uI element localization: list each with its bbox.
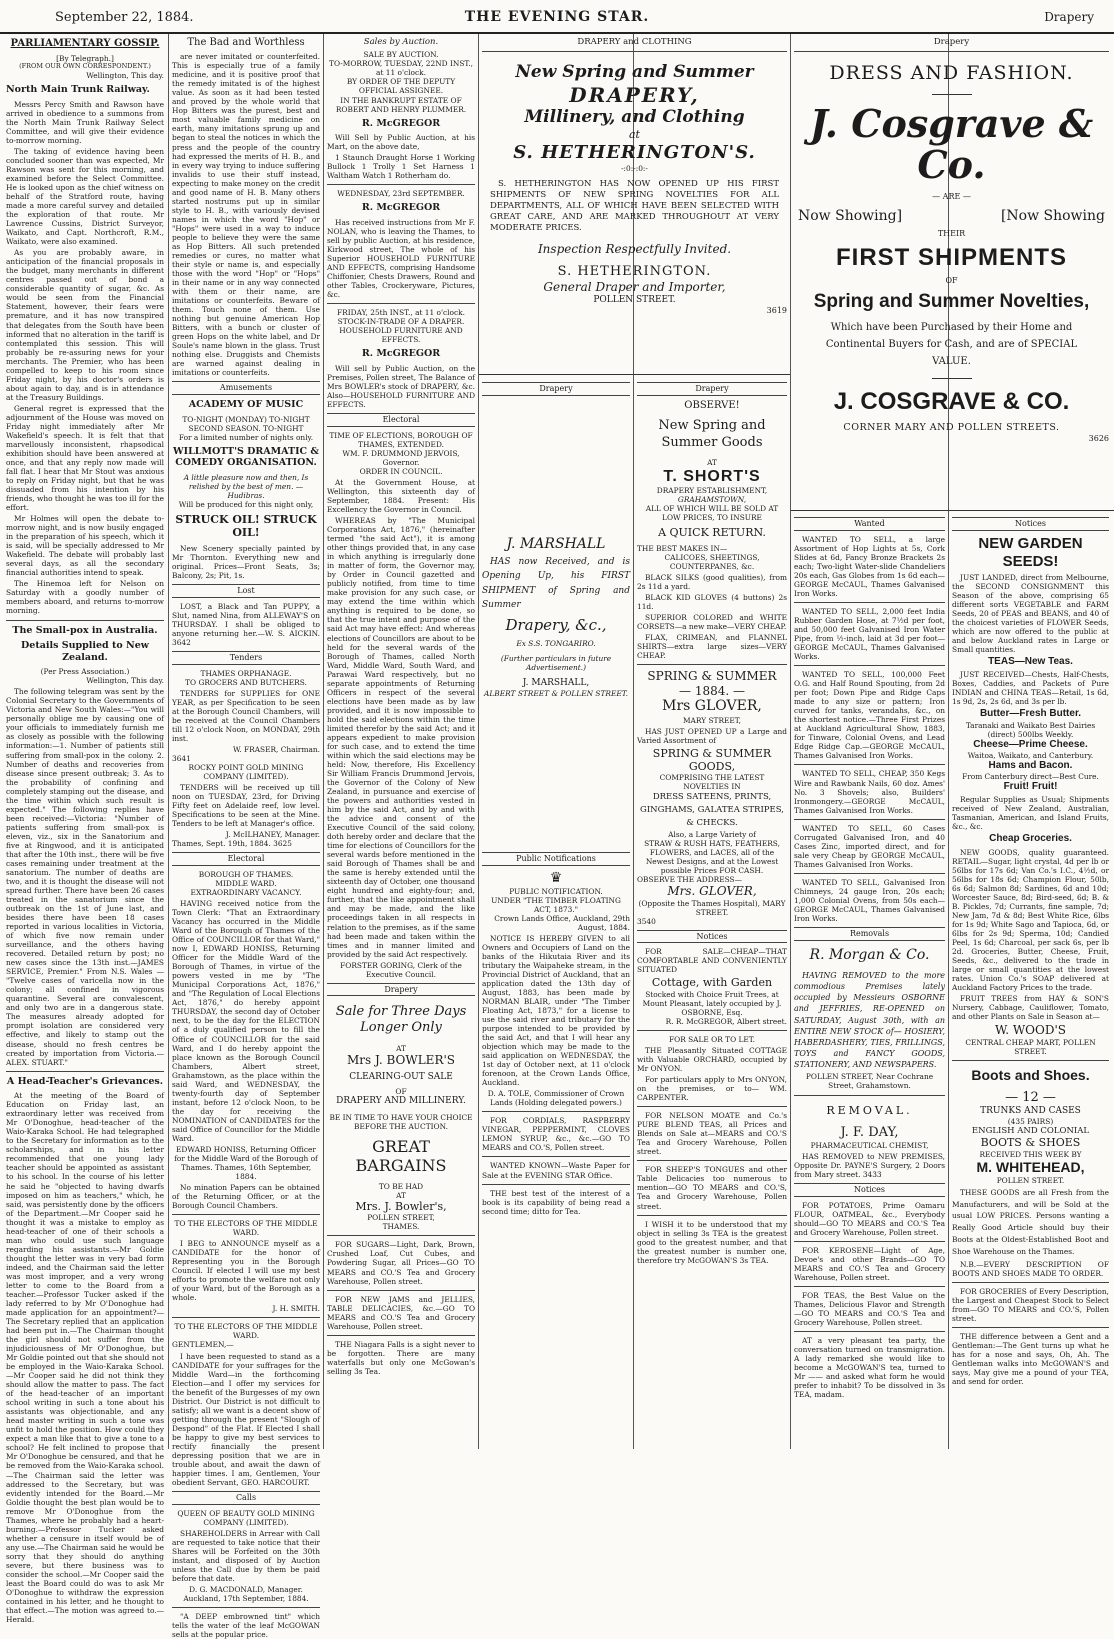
ad-line: DRAPERY AND MILLINERY. (336, 1095, 466, 1106)
paragraph: FLAX, CRIMEAN, and FLANNEL SHIRTS—extra large sizes—VERY CHEAP. (637, 633, 787, 661)
ad-line: MARY STREET, (682, 715, 741, 725)
auctioneer-name: R. McGREGOR (361, 117, 441, 129)
section-label: Drapery (933, 37, 970, 47)
paragraph: New Scenery specially painted by Mr Thornton. Everything new and original. Prices—Front Seats, 3s; Balcony, 2s; Pit, 1s. (172, 543, 320, 580)
ad-heading: SPRING & SUMMER GOODS, (652, 746, 772, 773)
ad-line: IN THE BANKRUPT ESTATE OF ROBERT AND HENRY PLUMMER. (335, 95, 467, 114)
section-label: Removals (794, 927, 945, 941)
ad-line: GRAHAMSTOWN, (677, 495, 747, 505)
ad-heading: Mrs GLOVER, (662, 698, 762, 715)
paragraph: SHAREHOLDERS in Arrear with Call are requested to take notice that their Shares will be Forfeited on the 30th instant, and disposed of by Auction unless the Call due by them be paid before that date. (172, 1528, 320, 1583)
ad-line: General Draper and Importer, (543, 280, 726, 295)
ad-heading: W. WOOD'S (994, 1023, 1066, 1038)
ad-heading: Hams and Bacon. (988, 759, 1073, 771)
ad-heading: PUBLIC NOTIFICATION. (509, 886, 603, 896)
column-drapery-short-glover (637, 378, 787, 1448)
column-notices-wood-whitehead (952, 513, 1109, 1448)
ad-heading: WILLMOTT'S DRAMATIC & COMEDY ORGANISATION. (173, 445, 319, 469)
ad-heading: Cottage, with Garden (651, 976, 773, 990)
paragraph: "A DEEP embrowned tint" which tells the water of the leaf McGOWAN sells at the popular price. (172, 1612, 320, 1639)
paragraph: FRUIT TREES from HAY & SON'S Nursery, Cabbage, Cauliflower, Tomato, and other Plants on Sale in Season at— (952, 994, 1109, 1022)
ad-heading: REMOVAL. (826, 1103, 913, 1117)
ad-heading: SALE BY AUCTION. (363, 50, 439, 60)
ad-heading: STOCK-IN-TRADE OF A DRAPER. (337, 317, 465, 327)
paragraph: FOR SUGARS—Light, Dark, Brown, Crushed Loaf, Cut Cubes, and Powdering Sugar, all Prices—GO TO MEARS and CO.'S Tea and Grocery Warehouse, Pollen street. (327, 1240, 475, 1286)
paragraph: WANTED TO SELL, CHEAP, 350 Kegs Wire and Rawbank Nails, 60 doz. Ames' No. 3 Shovels; also, Builders' Ironmongery.—GEORGE McCAUL, Thames Galvanised Iron Works. (794, 769, 945, 815)
ad-line: THAMES. (382, 1222, 420, 1232)
signature: D. A. TOLE, Commissioner of Crown Lands (Holding delegated powers.) (487, 1089, 625, 1108)
paragraph: Will sell by Public Auction, on the Premises, Pollen street, The Balance of Mrs BOWLER's stock of DRAPERY, &c. Also—HOUSEHOLD FURNITURE AND EFFECTS. (327, 363, 475, 410)
auctioneer-name: R. McGREGOR (361, 202, 441, 214)
paragraph: WANTED TO SELL, 2,000 feet India Rubber Garden Hose, at 7½d per foot, and 50,000 feet Galvanised Iron Water Pipe, from ½-inch, laid at 3d per foot—GEORGE McCAUL, Thames Galvanised Works. (794, 606, 945, 662)
ad-number: 3619 (766, 305, 787, 315)
ad-heading: DRAPERY, (569, 83, 700, 108)
paragraph: I WISH it to be understood that my object in selling 3s TEA is the greatest good to the greatest number, and that the greatest number is number one, therefore try McGOWAN'S 3s TEA. (637, 1219, 787, 1265)
ad-line: CENTRAL CHEAP MART, POLLEN STREET. (965, 1037, 1096, 1056)
ad-heading: J. COSGRAVE & CO. (833, 387, 1070, 415)
paragraph: THE Pleasantly Situated COTTAGE with Valuable ORCHARD, occupied by Mr ONYON. (637, 1046, 787, 1074)
paragraph: FOR POTATOES, Prime Oamaru FLOUR, OATMEAL, &c., Everybody should—GO TO MEARS and CO.'S Tea and Grocery Warehouse, Pollen street. (794, 1200, 945, 1237)
ad-line: ALBERT STREET & POLLEN STREET. (484, 688, 628, 698)
ad-line: — ARE — (932, 192, 971, 202)
paragraph: FOR TEAS, the Best Value on the Thames, Delicious Flavor and Strength—GO TO MEARS and CO.'S Tea and Grocery Warehouse, Pollen street. (794, 1290, 945, 1327)
ad-heading: TIME OF ELECTIONS, BOROUGH OF THAMES, EXTENDED. (329, 430, 473, 449)
ad-line: TO GROCERS AND BUTCHERS. (185, 677, 307, 687)
section-label: DRAPERY and CLOTHING (577, 37, 692, 47)
paragraph: BLACK SILKS (good qualities), from 2s 11d a yard. (637, 572, 787, 591)
paragraph: are never imitated or counterfeited. This is especially true of a family medicine, and it is positive proof that the remedy imitated is of the highest value. As soon as it had been tested and proved by the whole world that Hop Bitters was the purest, best and most valuable family medicine on earth, many imitations sprung up and began to steal the notices in which the press and the people of the country had expressed the merits of H. B., and in every way trying to induce suffering invalids to use their stuff instead, expecting to make money on the credit and good name of H. B. Many others started nostrums put up in similar style to H. B., with variously devised names in which the word "Hop" or "Hops" were used in a way to induce people to believe they were the same as Hop Bitters. All such pretended remedies or cures, no matter what their style or name is, and especially those with the word "Hop" or "Hops" in their name or in any way connected with them or their name, are imitations or counterfeits. Beware of them. Touch none of them. Use nothing but genuine American Hop Bitters, with a bunch or cluster of green Hops on the white label, and Dr Soule's name blown in the glass. Trust nothing else. Druggists and Chemists are warned against dealing in imitations or counterfeits. (172, 52, 320, 378)
ad-line: THEIR (937, 228, 966, 238)
paragraph: HAS now Received, and is Opening Up, his FIRST SHIPMENT of Spring and Summer (482, 556, 630, 610)
paragraph: JUST RECEIVED—Chests, Half-Chests, Boxes, Caddies, and Packets of Pure INDIAN and CHINA TEAS—Retail, 1s 6d, 1s 9d, 2s, 2s 6d, and 3s per lb. (952, 670, 1109, 707)
ad-line: FRIDAY, 25th INST., at 11 o'clock. (337, 308, 465, 318)
ad-heading: Mrs. GLOVER, (667, 883, 757, 898)
ad-line: CALICOES, SHEETINGS, COUNTERPANES, &c. (664, 552, 760, 571)
paragraph: At the Government House, at Wellington, this sixteenth day of September, 1884. Present: His Excellency the Governor in Council. (327, 477, 475, 515)
ad-line: WM. F. DRUMMOND JERVOIS, Governor. (342, 448, 460, 467)
section-label: Amusements (172, 381, 320, 395)
paragraph: WANTED KNOWN—Waste Paper for Sale at the EVENING STAR Office. (482, 1161, 630, 1180)
ad-line: RECEIVED THIS WEEK BY (979, 1149, 1082, 1159)
ad-line: OF (395, 1086, 407, 1096)
ad-heading: Drapery, &c., (505, 616, 607, 635)
ad-number: 3626 (1088, 433, 1109, 443)
ad-line: From Canterbury direct—Best Cure. (962, 772, 1099, 781)
section-label: Electoral (172, 852, 320, 866)
ad-heading: Millinery, and Clothing (524, 107, 745, 128)
ad-line: POLLEN STREET. (593, 294, 676, 305)
cosgrave-advert (794, 34, 1109, 509)
ad-line: CORNER MARY AND POLLEN STREETS. (843, 422, 1060, 434)
article-heading: PARLIAMENTARY GOSSIP. (10, 38, 160, 49)
subheading: North Main Trunk Railway. (6, 84, 150, 96)
ad-line: J. MARSHALL, (522, 677, 590, 688)
ad-line: DRAPERY ESTABLISHMENT, (656, 486, 768, 496)
paragraph: THE difference between a Gent and a Gentleman:—The Gent turns up what he has for a nose and says, Oh, Ah. The Gentleman walks into McGOWAN'S and says, May give me a pound of your TEA, and send for order. (952, 1331, 1109, 1387)
ad-line: BY ORDER OF THE DEPUTY OFFICIAL ASSIGNEE. (346, 77, 456, 96)
ad-heading: SPRING & SUMMER (647, 669, 777, 684)
byline: (FROM OUR OWN CORRESPONDENT.) (19, 62, 151, 71)
ad-heading: New Spring and Summer (515, 62, 754, 83)
paragraph: AT a very pleasant tea party, the conversation turned on transmigration. A lady remarked she would like to become a McGOWAN'S tea, turned to Mr —— and asked what form he would prefer to inhabit? To be dissolved in 3s TEA, madam. (794, 1336, 945, 1400)
ad-line: Waitoa, Waikato, and Canterbury. (967, 750, 1094, 760)
ad-heading: Sale for Three Days Longer Only (335, 1004, 467, 1036)
ad-heading: ACADEMY OF MUSIC (188, 399, 304, 411)
ad-line: MIDDLE WARD. (215, 878, 277, 888)
ad-heading: BOROUGH OF THAMES. (198, 869, 294, 879)
ad-heading: — 12 — (1005, 1089, 1056, 1105)
ad-heading: TO THE ELECTORS OF THE MIDDLE WARD. (174, 1219, 318, 1238)
ad-heading: The Bad and Worthless (187, 37, 305, 48)
dateline: Wellington, This day. (86, 71, 164, 81)
newspaper-title: THE EVENING STAR. (464, 9, 650, 25)
ad-line: Stocked with Choice Fruit Trees, at Mount Pleasant, lately occupied by J. OSBORNE, Esq. (642, 989, 782, 1017)
ad-line: TO-NIGHT (MONDAY) TO-NIGHT SECOND SEASON. TO-NIGHT (182, 414, 310, 433)
ad-heading: STRUCK OIL! STRUCK OIL! (175, 513, 317, 540)
ad-line: AT (396, 1044, 406, 1054)
paragraph: JUST LANDED, direct from Melbourne, the SECOND CONSIGNMENT this Season of the above, comprising 65 different sorts VEGETABLE and FARM Seeds, 20 of PEAS and BEANS, and 40 of the choicest varieties of FLOWER Seeds, which are now offered to the public at and below Auckland rates in Large or Small quantities. (952, 572, 1109, 654)
paragraph: The Hinemoa left for Nelson on Saturday with a goodly number of members aboard, and returns to-morrow morning. (6, 579, 164, 616)
dateline: Wellington, This day. (86, 676, 164, 686)
ad-heading: OBSERVE! (684, 399, 740, 411)
ad-heading: Mrs J. BOWLER'S (347, 1053, 455, 1068)
subheading: The Small-pox in Australia. (12, 624, 158, 636)
paragraph: 1 Staunch Draught Horse 1 Working Bullock 1 Trolly 1 Set Harness 1 Waltham Watch 1 Rotherham do. (327, 153, 475, 181)
ad-heading: WEDNESDAY, 23rd SEPTEMBER. (337, 189, 465, 199)
signature: R. R. McGREGOR, Albert street. (665, 1016, 787, 1026)
section-label: Sales by Auction. (363, 37, 439, 47)
paragraph: NOTICE IS HEREBY GIVEN to all Owners and Occupiers of Land on the banks of the Hikutaia River and its tributary the Waipaheke stream, in the Provincial District of Auckland, that an application dated the 13th day of August, 1883, has been made by NORMAN BLAIR, under "The Timber Floating Act, 1873," for a license to use the said river and tributary for the purpose intended to be provided by the said Act, and that I will hear any objection which may be made to the said application on WEDNESDAY, the 1st day of October next, at 11 o'clock forenoon, at the Crown Lands Office, Auckland. (482, 933, 630, 1088)
ad-line: BE IN TIME TO HAVE YOUR CHOICE BEFORE THE AUCTION. (329, 1112, 473, 1131)
column-wanted-removals (794, 513, 945, 1448)
section-label: Electoral (327, 413, 475, 427)
paragraph: Will Sell by Public Auction, at his Mart, on the above date, (327, 133, 475, 152)
ad-line: POLLEN STREET, Near Cochrane Street, Grahamstown. (805, 1072, 934, 1091)
signature: EDWARD HONISS, Returning Officer for the Middle Ward of the Borough of Thames. Thames, 16th September, 1884. (174, 1144, 318, 1181)
paragraph: HAS REMOVED to NEW PREMISES, Opposite Dr. PAYNE'S Surgery, 2 Doors from Mary street. 3433 (794, 1151, 945, 1179)
byline: [By Telegraph.] (56, 54, 114, 64)
ad-heading: M. WHITEHEAD, (976, 1158, 1085, 1175)
signature: D. G. MACDONALD, Manager. Auckland, 17th September, 1884. (183, 1584, 309, 1604)
ad-line: OF (945, 275, 958, 285)
ad-line: EXTRAORDINARY VACANCY. (190, 888, 302, 898)
section-label: Public Notifications (482, 852, 630, 866)
ad-line: ENGLISH AND COLONIAL (971, 1125, 1090, 1136)
paragraph: S. HETHERINGTON HAS NOW OPENED UP HIS FIRST SHIPMENTS OF NEW SPRING NOVELTIES FOR ALL DEPARTMENTS, ALL OF WHICH HAVE BEEN SELECTED WITH GREAT CARE, AND ARE MARKED THROUGHOUT AT VERY MODERATE PRICES. (490, 178, 779, 233)
ad-heading: S. HETHERINGTON'S. (513, 141, 756, 163)
ad-line: HOUSEHOLD FURNITURE AND EFFECTS. (339, 326, 463, 345)
ad-heading: J. MARSHALL (506, 535, 606, 552)
masthead (0, 0, 1114, 34)
ad-heading: QUEEN OF BEAUTY GOLD MINING COMPANY (LIMITED). (177, 1508, 315, 1527)
ad-heading: T. SHORT'S (663, 467, 761, 485)
ad-line: AT (707, 457, 717, 467)
signature: J. H. SMITH. (272, 1304, 320, 1314)
ad-line: THE BEST MAKES IN— (637, 543, 728, 553)
ad-heading: Boots and Shoes. (971, 1066, 1090, 1083)
auctioneer-name: R. McGREGOR (361, 348, 441, 360)
ad-line: POLLEN STREET, (367, 1213, 435, 1223)
ad-heading: FIRST SHIPMENTS (835, 243, 1067, 271)
ad-heading: FOR SALE OR TO LET. (669, 1035, 755, 1044)
ad-heading: TO THE ELECTORS OF THE MIDDLE WARD. (174, 1322, 318, 1341)
ad-line: [Now Showing (1000, 207, 1105, 224)
paragraph: WHEREAS by "The Municipal Corporations Act, 1876," (hereinafter termed "the said Act"), it is among other things provided that, in any case in which anything is irregularly done in matter of form, the Governor may, by Order in Council gazetted and publicly notified, from time to time make provision for any such case, or may extend the time within which anything is required to be done, so that the true intent and purpose of the said Act may have effect: And whereas elections of Councillors are about to be held for the several wards of the Borough of Thames, called North Ward, Middle Ward, South Ward, and Parawai Ward respectively, but no separate appointments of Returning Officers in respect of the several elections have been made as by law provided, and it is now impossible to hold the said elections within the time limited therefor by the said Act; and it appears expedient to make provision for such case, and to extend the time within which the said elections may be held: Now, therefore, His Excellency Sir William Francis Drummond Jervois, the Governor of the Colony of New Zealand, in pursuance and exercise of the powers and authorities vested in him by the said Act, and by and with the advice and consent of the Executive Council of the said colony, doth hereby order and declare that the time for elections of Councillors for the several wards before mentioned in the said Borough of Thames shall be and the same is hereby extended until the sixteenth day of October, one thousand eight hundred and eighty-four; and, further, that the like appointment shall and may be made, and the like proceedings taken in all respects in relation to the premises, as if the same had been made and taken within the times and in manner limited and provided by the said Act respectively. (327, 516, 475, 959)
subheading: A Head-Teacher's Grievances. (6, 1075, 164, 1087)
section-label: Calls (172, 1491, 320, 1505)
subheading: Details Supplied to New Zealand. (21, 640, 149, 663)
paragraph: THESE GOODS are all Fresh from the Manufacturers, and will be Sold at the usual LOW PRICES. Persons wanting a Really Good Article should buy their Boots at the Oldest-Established Boot and Shoe Warehouse on the Thames. (952, 1187, 1109, 1256)
ad-heading: R. Morgan & Co. (809, 946, 930, 963)
ad-heading: Butter—Fresh Butter. (979, 708, 1082, 720)
ad-line: GENTLEMEN,— (172, 1340, 234, 1350)
signature: J. McILHANEY, Manager. (225, 830, 320, 840)
crest-icon: ♛ (549, 869, 563, 886)
ad-heading: Spring and Summer Novelties, (813, 290, 1090, 312)
ad-line: Will be produced for this night only, (178, 499, 314, 509)
ad-line: TO-MORROW, TUESDAY, 22ND INST., at 11 o'clock. (329, 59, 473, 78)
column-rule (478, 34, 479, 1449)
paragraph: HAS JUST OPENED UP a Large and Varied Assortment of (637, 726, 787, 745)
paragraph: THE Niagara Falls is a sight never to be forgotten. There are many waterfalls but only one McGowan's selling 3s Tea. (327, 1339, 475, 1376)
paragraph: WANTED TO SELL, 60 Cases Corrugated Galvanised Iron, and 40 Cases Zinc, imported direct, and for sale very Cheap by GEORGE McCAUL, Thames Galvanised Iron Works. (794, 823, 945, 869)
byline: (Per Press Association.) (40, 667, 130, 677)
paragraph: FOR SALE—CHEAP—THAT COMFORTABLE AND CONVENIENTLY SITUATED (637, 947, 787, 975)
paragraph: FOR SHEEP'S TONGUES and other Table Delicacies too numerous to mention—GO TO MEARS and CO.'S, Tea and Grocery Warehouse, Pollen street. (637, 1165, 787, 1211)
ad-line: Taranaki and Waikato Best Dairies (direct) 500lbs Weekly. (965, 720, 1096, 739)
ad-line: COMPRISING THE LATEST NOVELTIES IN (659, 773, 765, 792)
paragraph: Mr Holmes will open the debate to-morrow night, and is now busily engaged in the preparation of his speech, which it is said, will be specially addressed to Mr Wakefield. The debate will probably last several days, as all the secondary financial authorities intend to speak. (6, 514, 164, 578)
paragraph: FOR CORDIALS, RASPBERRY VINEGAR, PEPPERMINT, CLOVES LEMON SYRUP, &c., &c.—GO TO MEARS and CO.'S, Pollen street. (482, 1116, 630, 1153)
ad-line: Ex S.S. TONGARIRO. (516, 638, 596, 648)
paragraph: WANTED TO SELL, 100,000 Feet O.G. and Half Round Spouting, from 2d per foot; Down Pipe and Ridge Caps made to any size or pattern; Iron curved for tanks, verandahs, &c., on the shortest notice.—Three First Prizes at Auckland Agricultural Show, 1883, for Tinware, Colonial Ovens, and Lead Edge Ridge Cap.—GEORGE McCAUL, Thames Galvanised Iron Works. (794, 670, 945, 761)
paragraph: The taking of evidence having been concluded sooner than was expected, Mr Rawson was sent for this morning, and examined before the Select Committee. He is looked upon as the chief witness on behalf of the Stratford route, having made a more careful survey and detailed the exploration of that route. Mr Lawrence Cussins, District Surveyor, Waikato, and Capt. Northcroft, R.M., Waikato, were also examined. (6, 146, 164, 247)
ad-line: at (629, 128, 640, 142)
column-parliamentary-news (6, 34, 164, 1624)
section-label: Wanted (794, 517, 945, 531)
column-auctions (327, 34, 475, 1449)
paragraph: Which have been Purchased by their Home and Continental Buyers for Cash, and are of SPECIAL VALUE. (825, 321, 1078, 367)
ad-heading: J. F. DAY, (840, 1124, 899, 1140)
ad-heading: ROCKY POINT GOLD MINING COMPANY (LIMITED). (188, 762, 304, 781)
ad-number: 3641 (172, 753, 191, 763)
paragraph: HAVING REMOVED to the more commodious Premises lately occupied by Messieurs OSBORNE and JEFFRIES, RE-OPENED on SATURDAY, August 30th, with an ENTIRE NEW STOCK of— HOSIERY, HABERDASHERY, TIES, FRILLINGS, TOYS and FANCY GOODS, STATIONERY, AND NEWSPAPERS. (794, 970, 945, 1070)
paragraph: WANTED TO SELL, a large Assortment of Hop Lights at 5s, Cork Slides at 6d, Fancy Bronze Brackets 2s each; Two-light Water-slide Chandeliers 20s each, Gas Globes from 1s 6d each—GEORGE McCAUL, Thames Galvanised Iron Works. (794, 534, 945, 598)
paragraph: FOR NEW JAMS and JELLIES, TABLE DELICACIES, &c.—GO TO MEARS and CO.'S Tea and Grocery Warehouse, Pollen street. (327, 1294, 475, 1331)
ad-line: POLLEN STREET. (996, 1175, 1065, 1185)
paragraph: I BEG to ANNOUNCE myself as a CANDIDATE for the honor of Representing you in the Borough Council. If elected I will use my best efforts to promote the welfare not only of your Ward, but of the Borough as a whole. (172, 1239, 320, 1303)
ad-number: 3540 (637, 916, 656, 926)
column-rule (323, 34, 324, 1449)
ad-line: PHARMACEUTICAL CHEMIST, (810, 1140, 929, 1150)
paragraph: TENDERS for SUPPLIES for ONE YEAR, as per Specification to be seen at the Borough Council Chambers, will be received at the Council Chambers till 12 o'clock Noon, on MONDAY, 29th inst. (172, 688, 320, 743)
ad-heading: Fruit! Fruit! (1003, 781, 1058, 793)
ad-heading: Cheap Groceries. (989, 833, 1072, 845)
paragraph: THE best test of the interest of a book is its capability of being read a second time; ditto for Tea. (482, 1188, 630, 1216)
paragraph: BLACK KID GLOVES (4 buttons) 2s 11d. (637, 592, 787, 611)
ad-heading: NEW GARDEN SEEDS! (978, 534, 1083, 570)
paragraph: TENDERS will be received up till noon on TUESDAY, 23rd, for Driving Fifty feet on Adelaide reef, low level. Specifications to be seen at the Mine. Tenders to be left at Manager's office. (172, 782, 320, 829)
ad-heading: GREAT BARGAINS (355, 1136, 447, 1176)
ad-heading: A QUICK RETURN. (658, 526, 766, 540)
paragraph: SUPERIOR COLORED and WHITE CORSETS—a new make—VERY CHEAP. (637, 613, 787, 632)
paragraph: For particulars apply to Mrs ONYON, on the premises, or to— WM. CARPENTER. (637, 1075, 787, 1103)
ad-line: TRUNKS AND CASES (980, 1105, 1081, 1116)
ad-heading: TEAS—New Teas. (988, 656, 1073, 668)
ad-heading: Cheese—Prime Cheese. (973, 738, 1088, 750)
ad-line: CLEARING-OUT SALE (349, 1071, 453, 1082)
paragraph: As you are probably aware, in anticipation of the financial proposals in the budget, many merchants in different centres passed out of bond a considerable quantity of sugar, &c. As would be seen from the Financial Statement, however, their fears were premature, and it has now transpired that delegates from the South have been informed that no alteration in the tariff is contemplated this session. This will probably be re-assuring news for your merchants. The Premier, who has been compelled to keep to his room since Friday night, by his doctor's orders is about again to day, and is in attendance at the Treasury Buildings. (6, 248, 164, 402)
paragraph: NEW GOODS, quality guaranteed. RETAIL—Sugar, light crystal, 4d per lb or 56lbs for 17s 6d; Van Co.'s I.C., 4½d, or 56lbs for 18s 6d; Champion Flour, 50lb, 6s 6d; Salmon 8d; Sardines, 6d and 10d; Worcester Sauce, 8d; Bird-seed, 6d; B. & B. Pickles, 7d; Currants, fine sample, 7d; New Jam, 7d & 8d; Best White Rice, 6lbs for 1s 9d; White Sago and Tapioca, 6d, or 6lbs for 2s 9d; Sperma, 10d; Candied Peel, 1s 6d; Charcoal, per sack 6s, per lb 2d. Groceries, Butter, Cheese, Fruit, Seeds, &c., delivered to the trade in large or small quantities at the lowest rates. Union Co.'s SOAP delivered at Auckland Factory Prices to the trade. (952, 847, 1109, 992)
paragraph: Has received instructions from Mr F. NOLAN, who is leaving the Thames, to sell by public Auction, at his residence, Kirkwood street, The whole of his Superior HOUSEHOLD FURNITURE AND EFFECTS, comprising Handsome Chiffonier, Chests Drawers, Round and other Tables, Crockeryware, Pictures, &c. (327, 217, 475, 300)
section-label: Lost (172, 584, 320, 598)
section-label: Notices (952, 517, 1109, 531)
ad-line: Also, a Large Variety of (668, 829, 756, 839)
column-rule (168, 34, 169, 1449)
section-label: Tenders (172, 651, 320, 665)
paragraph: Messrs Percy Smith and Rawson have arrived in obedience to a summons from the North Main Trunk Railway Select Committee, and will give their evidence to-morrow morning. (6, 99, 164, 145)
ad-line: Inspection Respectfully Invited. (537, 241, 732, 256)
ad-line: (Opposite the Thames Hospital), MARY STREET. (638, 898, 786, 917)
paragraph: FOR GROCERIES of Every Description, the Largest and Cheapest Stock to Select from—GO TO MEARS and CO.'S, Pollen street. (952, 1286, 1109, 1323)
column-notices (172, 34, 320, 1639)
ad-line: ALL OF WHICH WILL BE SOLD AT LOW PRICES, TO INSURE (645, 504, 779, 523)
paragraph: N.B.—EVERY DESCRIPTION OF BOOTS AND SHOES MADE TO ORDER. (952, 1259, 1109, 1278)
paragraph: HAVING received notice from the Town Clerk: "That an Extraordinary Vacancy has occurred in the Middle Ward of the Borough of Thames of the Office of COUNCILLOR for that Ward," now I, EDWARD HONISS, Returning Officer for the Middle Ward of the Borough of Thames, in virtue of the powers vested in me by "The Municipal Corporations Act, 1876," and "The Regulation of Local Elections Act, 1876," do hereby appoint THURSDAY, the second day of October next, to be the day for the ELECTION of a duly qualified person to fill the Office of COUNCILLOR for the said Ward, and I do hereby appoint the place known as the Borough Council Chambers, Albert street, Grahamstown, as the place within the said Ward, and WEDNESDAY, the twenty-fourth day of September instant, before 12 o'clock Noon, to be the day for receiving the NOMINATION of CANDIDATES for the said Office of Councillor for the Middle Ward. (172, 899, 320, 1143)
paragraph: No mination Papers can be obtained of the Returning Officer, or at the Borough Council Chambers. (172, 1183, 320, 1211)
ad-line: UNDER "THE TIMBER FLOATING ACT, 1873." (491, 895, 621, 914)
paragraph: WANTED TO SELL, Galvanised Iron Chimneys, 24 gauge Iron, 20s each; 1,000 Colonial Ovens, from 50s each—GEORGE McCAUL, Thames Galvanised Iron Works. (794, 877, 945, 923)
section-label: Notices (637, 930, 787, 944)
section-label: Notices (794, 1183, 945, 1197)
ad-line: ORDER IN COUNCIL. (359, 466, 443, 476)
ad-line: TO BE HAD (378, 1181, 424, 1191)
section-label: Drapery (482, 382, 630, 396)
hetherington-advert (482, 34, 787, 374)
ad-line: AT (396, 1190, 406, 1200)
paragraph: FOR NELSON MOATE and Co.'s PURE BLEND TEAS, all Prices and Blends on Sale at—MEARS and CO.'S Tea and Grocery Warehouse, Pollen street. (637, 1111, 787, 1157)
column-drapery-marshall (482, 378, 630, 1448)
ad-line: Crown Lands Office, Auckland, 29th August, 1884. (494, 913, 630, 932)
ad-heading: J. Cosgrave & Co. (809, 100, 1094, 188)
ad-heading: Mrs. J. Bowler's, (355, 1199, 447, 1213)
ad-line: DRESS SATEENS, PRINTS, GINGHAMS, GALATEA STRIPES, & CHECKS. (640, 792, 784, 828)
signature: W. FRASER, Chairman. (233, 744, 320, 754)
ad-line: A little pleasure now and then, Is relished by the best of men. —Hudibras. (183, 472, 309, 500)
paragraph: At the meeting of the Board of Education on Friday last, an extraordinary letter was received from Mr O'Donoghue, head-teacher of the Waio-Karaka School. He had telegraphed to the Secretary for information as to the scholarships, and in his letter recommended that one young lady teacher should be appointed as assistant to his school. In the course of his letter he said he "objected to having dwarfs imposed on him as teachers," which, he said, was persistently done by the officers of the Department.—Mr Cooper said he thought it was a mistake to employ as head-teacher of one of their schools a man who could use such language regarding his assistants.—Mr Goldie thought the letter was in very bad form indeed, and the Chairman said the letter was most improper, and a very wrong letter to come to the Board from a teacher.—Professor Tucker asked if the lady referred to by Mr O'Donoghue had made application for an appointment?—The Secretary replied that an application had been put in.—The Chairman thought the girl should not suffer from the injudiciousness of Mr O'Donoghue, but Mr Goldie pointed out that she should not be employed in the Waio-Karaka School.—Mr Cooper said he did not think they should allow the matter to pass. The fact of the head-teacher of an important school writing in such a tone about his assistants was objectionable, and any head master writing in such a tone was unfit to hold the position. How could they expect a man like that to give a tone to a school? He felt inclined to propose that Mr O'Donoghue be censured, and that he be removed from the Waio-Karaka school.—The Chairman said the letter was addressed to the Secretary, but was evidently intended for the Board.—Mr Goldie thought the best plan would be to remove Mr O'Donoghue from the Thames, where he probably had a heart-burning.—Professor Tucker asked whether a censure in itself would be of any use.—The Chairman said he would be sorry that they should do anything severe, but there business was to consider the school.—Mr Cooper said the least the Board could do was to ask Mr O'Donoghue to withdraw the expression contained in his letter, and he thought to that effect.—The motion was agreed to.—Herald. (6, 1091, 164, 1624)
ad-line: OBSERVE THE ADDRESS— (637, 874, 742, 884)
ad-line: (Further particulars in future Advertisement.) (500, 653, 612, 672)
ad-heading: — 1884. — (679, 683, 745, 698)
ad-line: (435 PAIRS) (1007, 1116, 1054, 1126)
ad-heading: THAMES ORPHANAGE. (200, 668, 292, 678)
paragraph: FOR KEROSENE—Light of Age, Devoe's and other Brands—GO TO MEARS and CO.'S Tea and Grocery Warehouse, Pollen street. (794, 1245, 945, 1282)
section-label: Drapery (637, 382, 787, 396)
ad-heading: BOOTS & SHOES (980, 1136, 1081, 1150)
ad-heading: S. HETHERINGTON. (557, 264, 712, 280)
ad-heading: New Spring and Summer Goods (658, 417, 766, 450)
signature: FORSTER GORING, Clerk of the Executive Council. (340, 960, 462, 979)
column-rule (790, 34, 791, 1449)
page-section-label: Drapery (1044, 10, 1094, 24)
page-date: September 22, 1884. (55, 10, 194, 25)
ad-line: Now Showing] (798, 207, 903, 224)
ad-line: For a limited number of nights only. (178, 432, 314, 442)
paragraph: The following telegram was sent by the Colonial Secretary to the Governments of Victoria and New South Wales:—"You will personally oblige me by causing one of your officials to immediately furnish me as closely as possible with the following information:—1. Number of patients still suffering from small-pox in the colony. 2. Number of deaths and recoveries from disease since present outbreak; 3. As to the probability of confining and completely stamping out the disease, and the time within which such result is expected." The following replies have been received:—Victoria: "Number of patients suffering from small-pox is eleven, viz., six in the Sanatorium and five at Ringwood, and it is anticipated that after the 10th inst., there will be five cases remaining under treatment at the sanatorium. The number of deaths are two, and it is thought the disease will not spread further. There have been 26 cases treated in the sanatorium since the outbreak on the 1st of June last, and besides there have been 18 cases reported in various localities in Victoria, of which five now remain under surveillance, and the others having recovered. Detailed return by post; no new cases since the 13th inst.—JAMES SERVICE, Premier." From N.S. Wales — "Twelve cases of varicella now in the colony; all confined in vigorous quarantine. Several are convalescent, and only two are in a dangerous state. The measures already adopted for prompt isolation are considered very effective, and likely to stamp out the disease, should no fresh centres be created by importation from Victoria.—ALEX. STUART." (6, 687, 164, 1067)
ad-heading: DRESS AND FASHION. (829, 62, 1074, 85)
ad-line: Thames, Sept. 19th, 1884. 3625 (172, 839, 292, 849)
section-label: Drapery (327, 983, 475, 997)
paragraph: I have been requested to stand as a CANDIDATE for your suffrages for the Middle Ward—in the forthcoming Election—and I offer my services for the benefit of the Burgesses of my own District. Our District is not difficult to satisfy; all we want is a decent show of getting through the present "Slough of Despond" of the Flat. If Elected I shall be happy to give my best services to rectify financially the present depressing position that we are in trouble about, and await the dawn of happier times. I am, Gentlemen, Your obedient Servant, GEO. HARCOURT. (172, 1351, 320, 1487)
paragraph: LOST, a Black and Tan PUPPY, a Slut, named Nina, from ALLEWAY'S on THURSDAY. I shall be obliged to anyone returning her.—W. S. AICKIN. 3642 (172, 601, 320, 647)
paragraph: General regret is expressed that the adjournment of the House was moved on Friday night immediately after Mr Wakefield's speech. It is felt that that marvellously inconsistent, rhapsodical exhibition should have been answered at once, and that any reply now made will fall flat. I hear that Mr Stout was anxious to reply on Friday night, but that he was dissuaded from his intention by his friends, who thought he was too ill for the effort. (6, 403, 164, 513)
divider: -:0:-:0:- (621, 163, 648, 173)
paragraph: Regular Supplies as Usual; Shipments received of New Zealand, Australian, Tasmanian, American, and Island Fruits, &c., &c. (952, 795, 1109, 832)
ad-line: STRAW & RUSH HATS, FEATHERS, FLOWERS, and LACES, all of the Newest Designs, and at the Lowest possible Prices FOR CASH. (644, 838, 780, 875)
